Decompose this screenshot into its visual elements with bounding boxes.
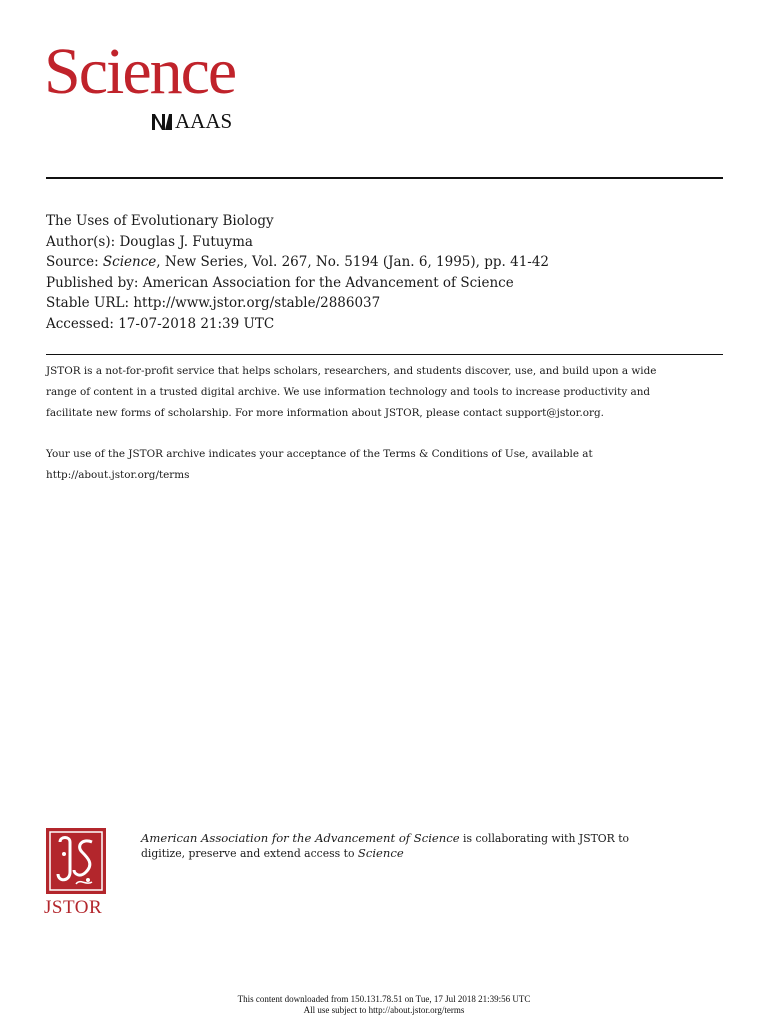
aaas-logo-icon — [152, 112, 172, 130]
stable-url-label: Stable URL: — [46, 295, 130, 312]
publisher-name: American Association for the Advancement of Science — [142, 274, 514, 291]
publisher-mark — [152, 110, 232, 132]
source-line — [46, 252, 726, 273]
jstor-notice — [46, 361, 726, 486]
source-label: Source: — [46, 254, 99, 271]
notice-line: facilitate new forms of scholarship. For more information about JSTOR, please contact support@jstor.org. — [46, 406, 604, 419]
collaboration-text: digitize, preserve and extend access to — [141, 846, 358, 860]
source-details: , New Series, Vol. 267, No. 5194 (Jan. 6, 1995), pp. 41-42 — [156, 254, 550, 271]
header-divider — [46, 177, 723, 179]
notice-line: JSTOR is a not-for-profit service that helps scholars, researchers, and students discover, use, and build upon a wide — [46, 365, 657, 377]
article-title: The Uses of Evolutionary Biology — [46, 213, 274, 229]
notice-divider — [46, 354, 723, 355]
stable-url-line — [46, 293, 726, 314]
publisher-line — [46, 273, 726, 294]
accessed-line — [46, 314, 726, 335]
stable-url-link[interactable]: http://www.jstor.org/stable/2886037 — [133, 295, 381, 312]
author-label: Author(s): — [46, 233, 116, 250]
collaboration-org: American Association for the Advancement of Science — [141, 831, 460, 845]
terms-line: Your use of the JSTOR archive indicates your acceptance of the Terms & Conditions of Use, available at — [46, 448, 593, 461]
download-footer — [0, 994, 768, 1016]
author-line — [46, 232, 726, 253]
collaboration-line-1 — [141, 831, 701, 846]
collaboration-text: is collaborating with JSTOR to — [459, 832, 630, 845]
jstor-wordmark: JSTOR — [44, 897, 103, 918]
terms-link[interactable]: http://about.jstor.org/terms — [46, 468, 190, 481]
source-journal: Science — [102, 254, 157, 271]
publisher-label: Published by: — [46, 274, 139, 291]
footer-terms: All use subject to http://about.jstor.org/terms — [303, 1005, 465, 1015]
collaboration-statement — [141, 831, 701, 860]
accessed-date: 17-07-2018 21:39 UTC — [118, 315, 275, 332]
accessed-label: Accessed: — [46, 315, 114, 332]
aaas-label: AAAS — [175, 109, 233, 133]
jstor-logo — [44, 826, 108, 920]
footer-download-info: This content downloaded from 150.131.78.51 on Tue, 17 Jul 2018 21:39:56 UTC — [237, 994, 531, 1004]
article-metadata — [46, 211, 726, 335]
collaboration-line-2 — [141, 846, 701, 861]
collaboration-journal: Science — [357, 845, 404, 860]
jstor-seal-icon — [46, 828, 106, 894]
journal-name: Science — [44, 35, 236, 108]
journal-masthead — [44, 36, 244, 136]
notice-line: range of content in a trusted digital archive. We use information technology and tools to increase productivity and — [46, 385, 651, 398]
author-name: Douglas J. Futuyma — [119, 233, 253, 250]
notice-spacer — [46, 423, 726, 444]
